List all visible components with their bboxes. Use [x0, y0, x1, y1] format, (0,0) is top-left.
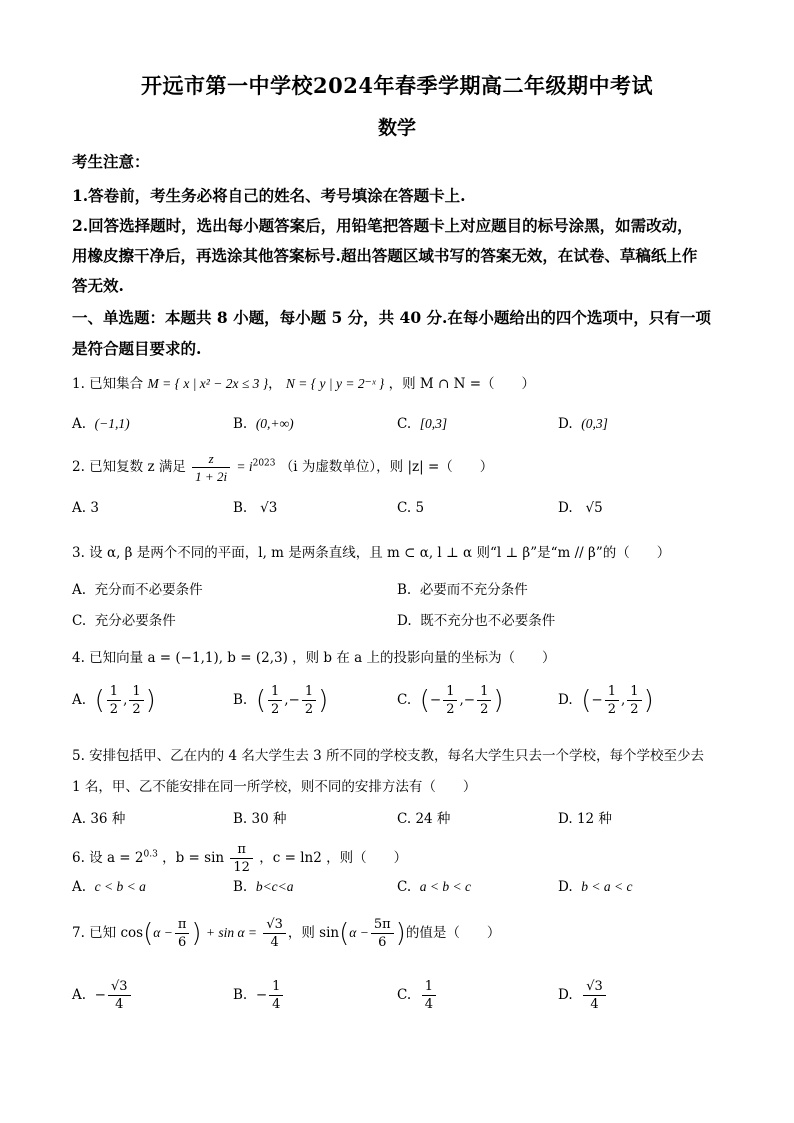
exam-title: 开远市第一中学校2024年春季学期高二年级期中考试 [141, 73, 653, 98]
question-7-mid: + sin α = [205, 925, 258, 940]
question-1-option-c: C. [0,3] [397, 416, 448, 432]
notice-item-2-line-1: 2.回答选择题时，选出每小题答案后，用铅笔把答题卡上对应题目的标号涂黑，如需改动， [72, 216, 693, 235]
question-6-option-a: A. c < b < a [72, 879, 146, 895]
question-1-option-a: A. (−1,1) [72, 416, 130, 432]
notice-item-1: 1.答卷前，考生务必将自己的姓名、考号填涂在答题卡上. [72, 186, 466, 205]
section-heading-line-2: 是符合题目要求的. [72, 339, 202, 358]
subject-title: 数学 [377, 117, 416, 139]
question-6-mid: ，b = sin [162, 850, 225, 866]
question-4-option-b: B. ( $\frac{1}{2}$ ,− $\frac{1}{2}$ ) [233, 684, 329, 717]
question-2-exponent: 2023 [252, 458, 276, 469]
question-4-stem: 4. 已知向量 a = (−1,1), b = (2,3) ，则 b 在 a 上的投影向量的坐标为（ ） [72, 650, 556, 666]
question-1-set-m: M = { x | x² − 2x ≤ 3 } [147, 376, 269, 391]
question-5-option-a: A. 36 种 [72, 811, 126, 827]
question-1-option-d: D. (0,3] [558, 416, 608, 432]
question-2-option-d: D. √5 [558, 500, 603, 516]
notice-heading: 考生注意： [72, 152, 150, 171]
question-7-option-c: C. $\frac{1}{4}$ [397, 978, 438, 1013]
question-7-suffix: 的值是（ ） [405, 925, 501, 941]
question-7-value-fraction: $\frac{√3}{4}$ [263, 916, 286, 951]
question-4-option-d: D. (− $\frac{1}{2}$ , $\frac{1}{2}$ ) [558, 684, 654, 717]
question-1-option-b: B. (0,+∞) [233, 416, 294, 432]
question-4-option-c: C. (− $\frac{1}{2}$ ,− $\frac{1}{2}$ ) [397, 684, 504, 717]
notice-item-2-line-3: 答无效. [72, 276, 124, 295]
question-7-option-a: A. − $\frac{√3}{4}$ [72, 978, 133, 1013]
question-6-option-b: B. b<c<a [233, 879, 294, 895]
question-2-option-a: A. 3 [72, 500, 99, 516]
question-3-option-c: C. 充分必要条件 [72, 613, 176, 629]
question-7-option-b: B. − $\frac{1}{4}$ [233, 978, 285, 1013]
question-7-option-d: D. $\frac{√3}{4}$ [558, 978, 608, 1013]
notice-item-2-line-2: 用橡皮擦干净后，再选涂其他答案标号.超出答题区域书写的答案无效，在试卷、草稿纸上作 [72, 246, 698, 265]
question-7-mid-2: ，则 sin [287, 925, 340, 941]
question-6-stem [72, 841, 407, 876]
question-6-option-c: C. a < b < c [397, 879, 471, 895]
question-4-option-a: A. ( $\frac{1}{2}$ , $\frac{1}{2}$ ) [72, 684, 156, 717]
question-1-set-n: N = { y | y = 2⁻ˣ } [285, 376, 385, 391]
question-3-option-b: B. 必要而不充分条件 [397, 582, 528, 598]
question-1-suffix: ，则 M ∩ N =（ ） [388, 376, 536, 392]
question-5-option-b: B. 30 种 [233, 811, 287, 827]
question-5-option-d: D. 12 种 [558, 811, 612, 827]
question-7-stem: 7. 已知 cos(α − $\frac{\pi}{6}$ ) + sin α = $\frac{√3}{4}$ ，则 sin(α − $\frac{5\pi}{6}$ )的值是（ ） [72, 917, 501, 950]
question-1-sep: ， [268, 376, 282, 392]
section-heading-line-1: 一、单选题：本题共 8 小题，每小题 5 分，共 40 分.在每小题给出的四个选项中，只有一项 [72, 308, 711, 327]
question-3-option-d: D. 既不充分也不必要条件 [397, 613, 556, 629]
question-5-option-c: C. 24 种 [397, 811, 451, 827]
question-2-fraction: $\frac{z}{1 + 2i}$ [192, 450, 230, 485]
question-1-stem [72, 372, 535, 392]
question-2-stem [72, 450, 493, 485]
question-2-suffix: （i 为虚数单位），则 |z| =（ ） [279, 459, 494, 475]
question-6-exponent: 0.3 [143, 849, 158, 860]
question-6-option-d: D. b < a < c [558, 879, 633, 895]
question-6-suffix: ，c = ln2 ，则（ ） [259, 850, 408, 866]
question-6-prefix: 6. 设 a = 2 [72, 850, 144, 866]
question-2-option-b: B. √3 [233, 500, 278, 516]
question-2-prefix: 2. 已知复数 z 满足 [72, 459, 186, 475]
question-3-option-a: A. 充分而不必要条件 [72, 582, 203, 598]
question-5-stem-line-1: 5. 安排包括甲、乙在内的 4 名大学生去 3 所不同的学校支教，每名大学生只去一个学校，每个学校至少去 [72, 748, 705, 764]
question-5-stem-line-2: 1 名，甲、乙不能安排在同一所学校，则不同的安排方法有（ ） [72, 779, 477, 795]
question-6-fraction: $\frac{\pi}{12}$ [230, 841, 253, 876]
question-7-prefix: 7. 已知 cos [72, 925, 144, 941]
question-3-stem: 3. 设 α, β 是两个不同的平面，l, m 是两条直线，且 m ⊂ α, l ⊥ α 则“l ⊥ β”是“m // β”的（ ） [72, 545, 671, 561]
question-2-equals: = i [236, 459, 253, 474]
question-2-option-c: C. 5 [397, 500, 425, 516]
question-1-prefix: 1. 已知集合 [72, 376, 144, 392]
